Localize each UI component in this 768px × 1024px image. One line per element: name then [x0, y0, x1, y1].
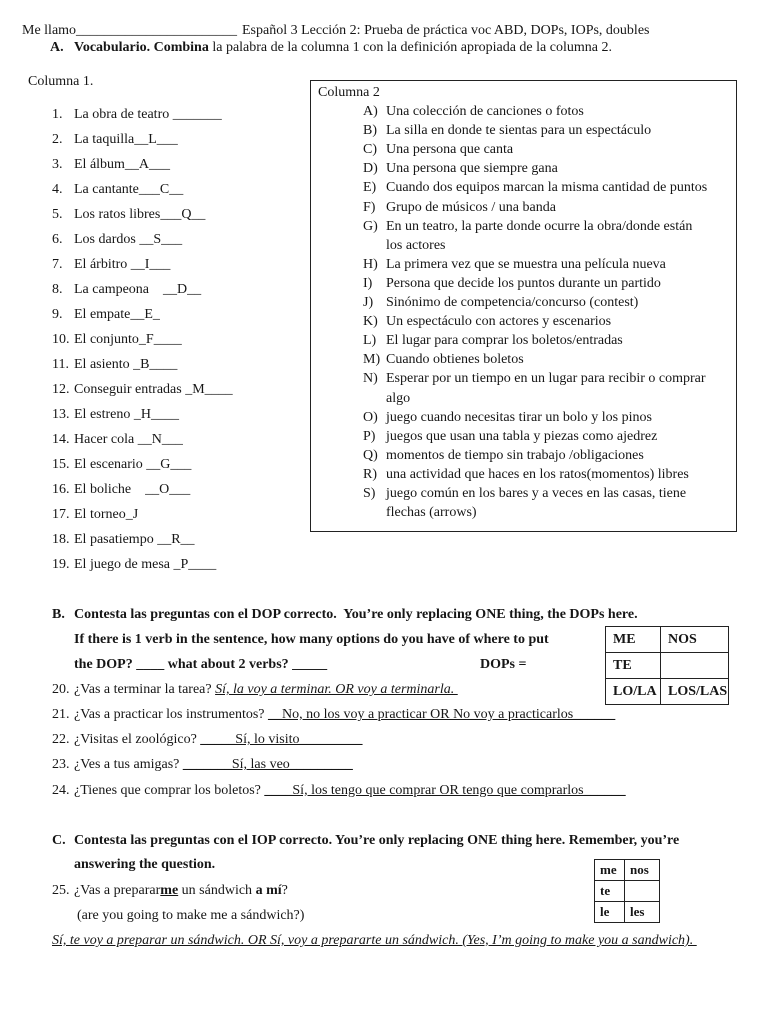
item-text: El juego de mesa _P____ — [74, 557, 217, 572]
definition-letter: F) — [363, 199, 376, 215]
definition-letter: J) — [363, 295, 374, 311]
question-text: ¿Vas a terminar la tarea? — [74, 682, 212, 697]
definition-item — [311, 331, 736, 350]
column2-box — [310, 80, 737, 532]
question-number: 25. — [52, 883, 70, 898]
section-a-instruction — [50, 39, 612, 57]
definition-item — [311, 293, 736, 312]
definition-letter: O) — [363, 409, 378, 425]
definition-letter: P) — [363, 428, 376, 444]
item-text: El asiento _B____ — [74, 357, 178, 372]
table-row — [595, 881, 660, 902]
item-text: Los ratos libres___Q__ — [74, 207, 206, 222]
list-item — [52, 227, 302, 252]
definition-item — [311, 465, 736, 484]
definition-text: En un teatro, la parte donde ocurre la obra/donde están los actores — [386, 218, 693, 253]
table-row — [606, 679, 729, 705]
definition-item — [311, 178, 736, 197]
definition-letter: G) — [363, 218, 378, 234]
definition-item — [311, 408, 736, 427]
question-text-part: ¿Vas a preparar — [74, 883, 161, 898]
list-item — [52, 352, 302, 377]
item-number: 4. — [52, 182, 63, 197]
list-item — [52, 152, 302, 177]
section-c-instruction — [52, 832, 679, 850]
item-number: 5. — [52, 207, 63, 222]
table-cell: te — [595, 881, 625, 902]
item-number: 18. — [52, 532, 70, 547]
section-b-instruction — [52, 606, 638, 624]
definition-item — [311, 140, 736, 159]
table-cell — [625, 881, 660, 902]
list-item — [52, 327, 302, 352]
section-c-letter: C. — [52, 833, 66, 848]
table-cell: nos — [625, 860, 660, 881]
definition-letter: E) — [363, 180, 377, 196]
item-number: 8. — [52, 282, 63, 297]
definition-item — [311, 427, 736, 446]
list-item — [52, 302, 302, 327]
item-number: 17. — [52, 507, 70, 522]
definition-text: juego cuando necesitas tirar un bolo y los pinos — [386, 409, 652, 425]
list-item — [52, 202, 302, 227]
definition-text: La primera vez que se muestra una película nueva — [386, 256, 666, 272]
item-text: El álbum__A___ — [74, 157, 171, 172]
question-text: ¿Tienes que comprar los boletos? — [74, 783, 261, 798]
definition-text: juego común en los bares y a veces en las casas, tiene flechas (arrows) — [386, 485, 687, 521]
definition-letter: C) — [363, 142, 377, 158]
answer-text: _______Sí, las veo_________ — [182, 757, 353, 772]
definition-text: momentos de tiempo sin trabajo /obligaciones — [386, 447, 644, 463]
question-24 — [52, 782, 626, 800]
definition-letter: K) — [363, 314, 378, 330]
definition-text: La silla en donde te sientas para un espectáculo — [386, 123, 652, 139]
table-cell: NOS — [661, 627, 729, 653]
column2-title: Columna 2 — [318, 85, 380, 100]
table-cell — [661, 653, 729, 679]
item-text: Hacer cola __N___ — [74, 432, 183, 447]
item-number: 9. — [52, 307, 63, 322]
list-item — [52, 252, 302, 277]
worksheet-title: Español 3 Lección 2: Prueba de práctica voc ABD, DOPs, IOPs, doubles — [242, 23, 650, 38]
item-text: El estreno _H____ — [74, 407, 179, 422]
definition-letter: M) — [363, 352, 381, 368]
definition-text: Sinónimo de competencia/concurso (contest) — [386, 295, 639, 311]
question-number: 24. — [52, 783, 70, 798]
column1-list — [52, 102, 302, 577]
item-number: 2. — [52, 132, 63, 147]
section-b-question-line2: the DOP? ____ what about 2 verbs? _____ — [74, 657, 328, 672]
definition-letter: B) — [363, 123, 377, 139]
answer-text: Sí, la voy a terminar. OR voy a terminarla. — [215, 682, 458, 697]
question-emphasis: a mí — [255, 883, 282, 898]
item-text: La campeona __D__ — [74, 282, 202, 297]
question-pronoun: me — [160, 883, 179, 898]
definition-letter: Q) — [363, 447, 378, 463]
answer-text: __No, no los voy a practicar OR No voy a practicarlos______ — [268, 707, 616, 722]
item-text: El boliche __O___ — [74, 482, 191, 497]
question-number: 20. — [52, 682, 70, 697]
section-a-letter: A. — [50, 40, 64, 55]
item-number: 3. — [52, 157, 63, 172]
question-text: ¿Visitas el zoológico? — [74, 732, 197, 747]
definition-item — [311, 159, 736, 178]
definition-text: Cuando dos equipos marcan la misma cantidad de puntos — [386, 180, 708, 196]
table-row — [606, 627, 729, 653]
section-b-question-line1: If there is 1 verb in the sentence, how many options do you have of where to put — [74, 632, 549, 647]
list-item — [52, 452, 302, 477]
item-number: 19. — [52, 557, 70, 572]
list-item — [52, 552, 302, 577]
section-c-instruction-line2: answering the question. — [74, 857, 216, 872]
item-text: El árbitro __I___ — [74, 257, 171, 272]
item-text: El escenario __G___ — [74, 457, 192, 472]
question-23 — [52, 756, 353, 774]
item-number: 15. — [52, 457, 70, 472]
list-item — [52, 402, 302, 427]
section-a-instruction-text: la palabra de la columna 1 con la definición apropiada de la columna 2. — [208, 40, 612, 55]
definition-text: Una colección de canciones o fotos — [386, 104, 584, 120]
item-text: Conseguir entradas _M____ — [74, 382, 233, 397]
definition-item — [311, 198, 736, 217]
item-text: El torneo_J — [74, 507, 139, 522]
definition-text: Un espectáculo con actores y escenarios — [386, 314, 612, 330]
list-item — [52, 377, 302, 402]
item-text: El empate__E_ — [74, 307, 160, 322]
table-row — [595, 860, 660, 881]
definition-letter: S) — [363, 485, 376, 501]
question-21 — [52, 706, 615, 724]
definition-text: juegos que usan una tabla y piezas como ajedrez — [386, 428, 658, 444]
item-number: 6. — [52, 232, 63, 247]
question-number: 23. — [52, 757, 70, 772]
answer-text: ____Sí, los tengo que comprar OR tengo que comprarlos______ — [264, 783, 626, 798]
definition-item — [311, 369, 736, 407]
definition-letter: L) — [363, 333, 377, 349]
section-b-letter: B. — [52, 607, 65, 622]
definition-text: Esperar por un tiempo en un lugar para recibir o comprar algo — [386, 371, 706, 406]
question-25 — [52, 882, 288, 900]
question-translation: (are you going to make me a sándwich?) — [77, 908, 305, 923]
table-cell: les — [625, 902, 660, 923]
table-cell: TE — [606, 653, 661, 679]
item-text: El pasatiempo __R__ — [74, 532, 195, 547]
definition-item — [311, 217, 736, 255]
list-item — [52, 102, 302, 127]
answer-text: Sí, te voy a preparar un sándwich. OR Sí, voy a prepararte un sándwich. (Yes, I’m going to make you a sandwich). — [52, 933, 697, 948]
definition-letter: I) — [363, 275, 373, 291]
list-item — [52, 277, 302, 302]
question-text: ¿Vas a practicar los instrumentos? — [74, 707, 265, 722]
item-number: 1. — [52, 107, 63, 122]
question-text-part: ? — [281, 883, 288, 898]
item-number: 7. — [52, 257, 63, 272]
definition-text: Una persona que canta — [386, 142, 514, 158]
list-item — [52, 427, 302, 452]
definition-text: Una persona que siempre gana — [386, 161, 558, 177]
definition-item — [311, 350, 736, 369]
table-cell: me — [595, 860, 625, 881]
definition-text: Persona que decide los puntos durante un partido — [386, 275, 661, 291]
item-number: 10. — [52, 332, 70, 347]
definition-item — [311, 102, 736, 121]
table-cell: LOS/LAS — [661, 679, 729, 705]
section-a-instruction-bold: Vocabulario. Combina — [74, 40, 209, 55]
question-text: ¿Ves a tus amigas? — [74, 757, 180, 772]
definition-text: Cuando obtienes boletos — [386, 352, 524, 368]
definition-letter: A) — [363, 104, 378, 120]
column1-title: Columna 1. — [28, 74, 94, 89]
table-row — [606, 653, 729, 679]
name-line: Me llamo_______________________ — [22, 23, 238, 38]
dops-label: DOPs = — [480, 657, 527, 672]
question-number: 22. — [52, 732, 70, 747]
definition-letter: R) — [363, 466, 377, 482]
section-b-instruction-text: Contesta las preguntas con el DOP correcto. You’re only replacing ONE thing, the DOPs here. — [74, 607, 638, 622]
question-text-part: un sándwich — [178, 883, 256, 898]
item-text: La cantante___C__ — [74, 182, 184, 197]
answer-text: _____Sí, lo visito_________ — [200, 732, 363, 747]
question-20 — [52, 681, 458, 699]
item-text: La taquilla__L___ — [74, 132, 178, 147]
item-number: 12. — [52, 382, 70, 397]
item-text: Los dardos __S___ — [74, 232, 183, 247]
definition-item — [311, 484, 736, 522]
table-cell: le — [595, 902, 625, 923]
item-number: 16. — [52, 482, 70, 497]
item-number: 11. — [52, 357, 69, 372]
definition-letter: D) — [363, 161, 378, 177]
question-number: 21. — [52, 707, 70, 722]
section-c-instruction-text: Contesta las preguntas con el IOP correcto. You’re only replacing ONE thing here. Remember, you’re — [74, 833, 680, 848]
definition-item — [311, 255, 736, 274]
list-item — [52, 177, 302, 202]
table-cell: ME — [606, 627, 661, 653]
list-item — [52, 502, 302, 527]
item-text: La obra de teatro _______ — [74, 107, 222, 122]
iop-table — [594, 859, 660, 923]
item-number: 13. — [52, 407, 70, 422]
definition-item — [311, 121, 736, 140]
definition-text: una actividad que haces en los ratos(momentos) libres — [386, 466, 689, 482]
item-text: El conjunto_F____ — [74, 332, 182, 347]
question-22 — [52, 731, 362, 749]
definition-item — [311, 312, 736, 331]
definition-text: El lugar para comprar los boletos/entradas — [386, 333, 623, 349]
definition-item — [311, 274, 736, 293]
list-item — [52, 127, 302, 152]
list-item — [52, 527, 302, 552]
item-number: 14. — [52, 432, 70, 447]
list-item — [52, 477, 302, 502]
definition-text: Grupo de músicos / una banda — [386, 199, 556, 215]
table-row — [595, 902, 660, 923]
definition-item — [311, 446, 736, 465]
definition-letter: H) — [363, 256, 378, 272]
dop-table — [605, 626, 729, 705]
table-cell: LO/LA — [606, 679, 661, 705]
definition-letter: N) — [363, 371, 378, 387]
